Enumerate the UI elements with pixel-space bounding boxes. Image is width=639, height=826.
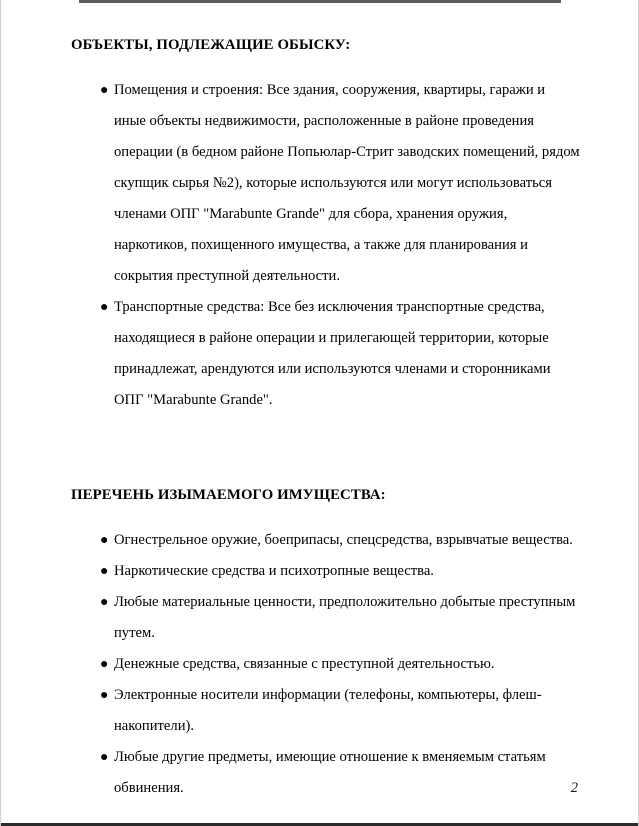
section-heading-objects: ОБЪЕКТЫ, ПОДЛЕЖАЩИЕ ОБЫСКУ:: [71, 37, 351, 53]
bullet-icon: ●: [100, 533, 109, 549]
list-item: [71, 649, 580, 680]
list-item-text: Огнестрельное оружие, боеприпасы, спецсредства, взрывчатые вещества.: [114, 532, 573, 549]
bullet-icon: ●: [100, 300, 109, 316]
list-item: [71, 742, 580, 804]
list-item: [71, 556, 580, 587]
spacer: [71, 416, 580, 486]
list-item: [71, 75, 580, 292]
section-heading-seized-property: ПЕРЕЧЕНЬ ИЗЫМАЕМОГО ИМУЩЕСТВА:: [71, 487, 386, 504]
objects-to-search-list: [71, 75, 580, 416]
spacer: [71, 505, 580, 525]
list-item-text: Транспортные средства: Все без исключения транспортные средства, находящиеся в районе операции и прилегающей территории, которые принадлежат, арендуются или используются членами и сторонниками ОПГ "Marabunte Grande".: [114, 299, 551, 409]
list-item-text: Денежные средства, связанные с преступной деятельностью.: [114, 656, 495, 673]
list-item-text: Электронные носители информации (телефоны, компьютеры, флеш-накопители).: [114, 687, 542, 735]
list-item-text: Любые другие предметы, имеющие отношение к вменяемым статьям обвинения.: [114, 749, 546, 797]
bullet-icon: ●: [100, 595, 109, 611]
spacer: [71, 55, 580, 75]
list-item-text: Помещения и строения: Все здания, сооружения, квартиры, гаражи и иные объекты недвижимости, расположенные в районе проведения операции (в бедном районе Попьюлар-Стрит заводских помещений, рядом скупщик сырья №2), которые используются или могут использоваться членами ОПГ "Marabunte Grande" для сбора, хранения оружия, наркотиков, похищенного имущества, а также для планирования и сокрытия преступной деятельности.: [114, 82, 580, 285]
list-item: [71, 292, 580, 416]
bullet-icon: ●: [100, 564, 109, 580]
bullet-icon: ●: [100, 688, 109, 704]
bullet-icon: ●: [100, 750, 109, 766]
list-item: [71, 587, 580, 649]
list-item: [71, 680, 580, 742]
bullet-icon: ●: [100, 83, 109, 99]
bullet-icon: ●: [100, 657, 109, 673]
list-item-text: Любые материальные ценности, предположительно добытые преступным путем.: [114, 594, 576, 642]
page-number: 2: [570, 780, 578, 796]
seized-property-list: [71, 525, 580, 804]
list-item: [71, 525, 580, 556]
document-content: [1, 0, 639, 804]
list-item-text: Наркотические средства и психотропные вещества.: [114, 563, 434, 580]
